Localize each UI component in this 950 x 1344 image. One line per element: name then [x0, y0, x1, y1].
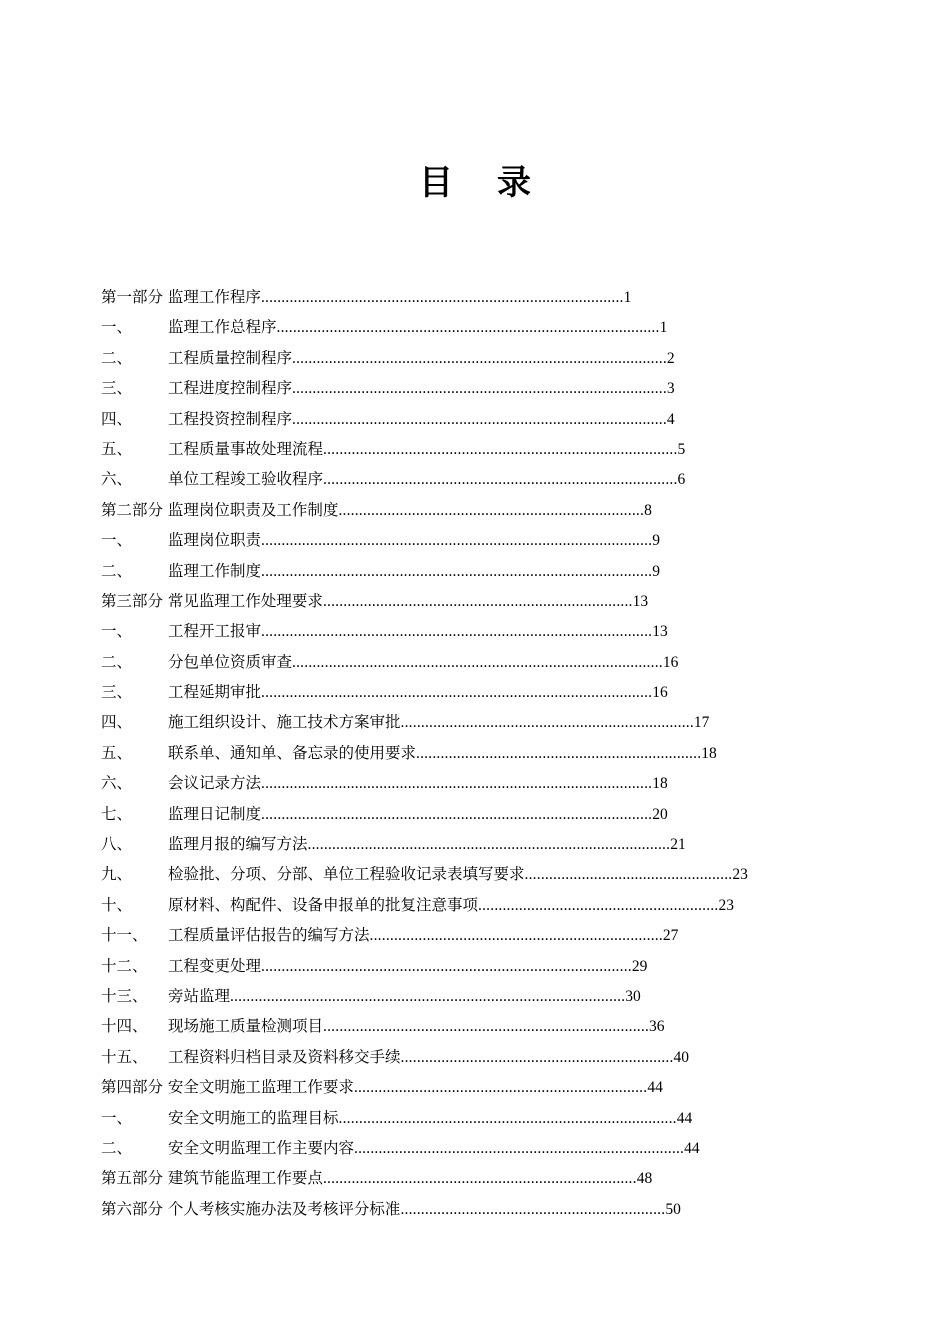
toc-entry-number: 五、	[101, 439, 133, 458]
toc-entry[interactable]	[101, 1042, 861, 1072]
toc-entry[interactable]	[101, 951, 861, 981]
toc-entry[interactable]	[101, 373, 861, 403]
toc-entry-number: 二、	[101, 348, 133, 367]
toc-entry-label: 工程质量控制程序	[168, 348, 293, 367]
toc-entry-text	[168, 404, 675, 435]
toc-entry-number: 十五、	[101, 1047, 148, 1066]
toc-entry[interactable]	[101, 799, 861, 829]
toc-entry-number: 一、	[101, 318, 133, 337]
page-title	[0, 155, 950, 204]
toc-page-number: 8	[644, 501, 652, 519]
toc-entry-label: 安全文明监理工作主要内容	[168, 1138, 355, 1157]
toc-entry-label: 第五部分 建筑节能监理工作要点	[101, 1169, 323, 1188]
toc-entry-text	[101, 282, 631, 313]
toc-entry-text	[168, 707, 709, 738]
toc-entry-text	[168, 373, 675, 404]
toc-entry-number: 十、	[101, 895, 133, 914]
toc-entry-text	[168, 859, 748, 890]
toc-entry-label: 工程投资控制程序	[168, 409, 293, 428]
toc-entry-label: 第一部分 监理工作程序	[101, 288, 261, 306]
toc-page-number: 5	[677, 440, 686, 458]
toc-page-number: 6	[677, 471, 686, 489]
toc-page-number: 16	[662, 653, 679, 671]
toc-page-number: 2	[666, 349, 675, 367]
toc-part-entry[interactable]	[101, 495, 861, 525]
toc-entry-number: 四、	[101, 713, 133, 732]
toc-entry-text	[101, 1163, 652, 1194]
toc-entry-label: 工程资料归档目录及资料移交手续	[168, 1047, 401, 1066]
toc-page-number: 16	[652, 684, 668, 702]
toc-entry-text	[168, 464, 685, 495]
toc-entry[interactable]	[101, 312, 861, 342]
toc-leader-dots: ...................................................................................	[338, 1109, 677, 1127]
toc-page-number: 1	[623, 289, 632, 306]
toc-leader-dots: ...................................................	[524, 866, 733, 884]
toc-entry[interactable]	[101, 647, 861, 677]
toc-entry[interactable]	[101, 738, 861, 768]
toc-entry-label: 旁站监理	[168, 986, 231, 1005]
toc-entry-number: 二、	[101, 1138, 133, 1157]
toc-leader-dots: ............................................................................................	[292, 380, 667, 398]
toc-entry[interactable]	[101, 677, 861, 707]
toc-entry-label: 工程变更处理	[168, 956, 262, 975]
toc-entry-text	[168, 1011, 665, 1042]
toc-entry-text	[168, 525, 660, 556]
toc-leader-dots: ...................................................................	[400, 1048, 674, 1066]
toc-leader-dots: ...........................................................................................	[292, 653, 663, 671]
toc-entry-text	[168, 981, 641, 1012]
toc-part-entry[interactable]	[101, 282, 861, 312]
toc-entry-label: 会议记录方法	[168, 774, 262, 793]
toc-entry-label: 安全文明施工的监理目标	[168, 1108, 339, 1127]
toc-entry-number: 六、	[101, 470, 133, 489]
toc-page-number: 48	[636, 1170, 653, 1188]
toc-entry[interactable]	[101, 404, 861, 434]
toc-entry-label: 检验批、分项、分部、单位工程验收记录表填写要求	[168, 865, 525, 884]
toc-entry-number: 二、	[101, 561, 133, 580]
toc-leader-dots: ................................................................................................	[261, 684, 653, 702]
toc-entry[interactable]	[101, 920, 861, 950]
title-char-1: 目	[419, 163, 453, 203]
toc-page-number: 44	[647, 1079, 663, 1097]
toc-entry-label: 监理日记制度	[168, 804, 262, 823]
toc-entry-text	[168, 647, 678, 678]
toc-entry-number: 三、	[101, 683, 133, 702]
toc-entry-label: 监理工作制度	[168, 561, 262, 580]
toc-entry-label: 工程延期审批	[168, 683, 262, 702]
toc-entry-label: 施工组织设计、施工技术方案审批	[168, 713, 401, 732]
toc-entry[interactable]	[101, 616, 861, 646]
toc-page-number: 29	[631, 957, 648, 975]
toc-entry-number: 五、	[101, 743, 133, 762]
toc-leader-dots: .............................................................................	[322, 1170, 637, 1188]
toc-entry-text	[168, 890, 734, 921]
toc-entry-text	[168, 434, 685, 465]
toc-leader-dots: ................................................................................................	[261, 562, 653, 580]
toc-leader-dots: .......................................................................................	[323, 440, 678, 458]
toc-entry-label: 监理岗位职责	[168, 531, 262, 550]
toc-entry[interactable]	[101, 525, 861, 555]
toc-entry-text	[101, 586, 648, 617]
toc-leader-dots: ..............................................................................................	[276, 319, 660, 337]
toc-entry[interactable]	[101, 556, 861, 586]
toc-entry-text	[168, 738, 717, 769]
toc-page-number: 13	[632, 592, 649, 610]
toc-entry-number: 四、	[101, 409, 133, 428]
toc-entry-text	[168, 951, 647, 982]
toc-leader-dots: .......................................................................................	[323, 471, 678, 489]
toc-entry[interactable]	[101, 829, 861, 859]
toc-entry-number: 二、	[101, 652, 133, 671]
toc-part-entry[interactable]	[101, 586, 861, 616]
toc-entry-label: 监理工作总程序	[168, 318, 277, 337]
toc-leader-dots: ........................................................................	[353, 1079, 648, 1097]
toc-entry-number: 九、	[101, 865, 133, 884]
toc-entry[interactable]	[101, 768, 861, 798]
toc-leader-dots: .................................................................	[400, 1200, 666, 1218]
toc-leader-dots: .........................................................................................	[260, 289, 624, 306]
toc-leader-dots: ........................................................................	[369, 927, 663, 945]
toc-entry-number: 六、	[101, 774, 133, 793]
toc-entry-label: 原材料、构配件、设备申报单的批复注意事项	[168, 895, 479, 914]
toc-entry-label: 工程质量评估报告的编写方法	[168, 926, 370, 945]
toc-page-number: 13	[652, 623, 668, 641]
toc-entry-number: 十二、	[101, 956, 148, 975]
toc-leader-dots: ................................................................................................	[261, 532, 653, 550]
toc-entry-text	[168, 1133, 700, 1164]
toc-entry-text	[101, 1194, 681, 1225]
toc-entry-number: 三、	[101, 379, 133, 398]
toc-entry-label: 工程质量事故处理流程	[168, 439, 324, 458]
toc-page-number: 4	[666, 410, 675, 428]
toc-leader-dots: ................................................................................................	[261, 623, 653, 641]
toc-entry[interactable]	[101, 859, 861, 889]
toc-entry-label: 第四部分 安全文明施工监理工作要求	[101, 1078, 354, 1097]
toc-entry-text	[168, 1103, 692, 1134]
toc-leader-dots: ............................................................................	[322, 592, 633, 610]
toc-entry-label: 监理月报的编写方法	[168, 835, 308, 854]
toc-entry-text	[168, 768, 668, 799]
toc-entry[interactable]	[101, 707, 861, 737]
toc-page-number: 9	[652, 562, 660, 580]
toc-entry-number: 十四、	[101, 1017, 148, 1036]
toc-page-number: 36	[649, 1018, 665, 1036]
toc-entry-text	[101, 1072, 663, 1103]
toc-leader-dots: ...........................................................................	[338, 501, 645, 519]
toc-entry-number: 十一、	[101, 926, 148, 945]
toc-entry-text	[168, 829, 686, 860]
toc-entry-number: 八、	[101, 835, 133, 854]
toc-leader-dots: ........................................................................	[400, 714, 694, 732]
toc-leader-dots: ............................................................................................	[292, 410, 667, 428]
toc-entry-text	[168, 799, 668, 830]
toc-leader-dots: ...........................................................	[478, 896, 719, 914]
toc-entry-number: 十三、	[101, 986, 148, 1005]
toc-page-number: 50	[665, 1200, 681, 1218]
toc-entry-label: 分包单位资质审查	[168, 652, 293, 671]
toc-entry-text	[168, 920, 678, 951]
toc-page-number: 23	[732, 866, 748, 884]
toc-page-number: 44	[684, 1139, 700, 1157]
toc-leader-dots: ...........................................................................................	[261, 957, 632, 975]
toc-entry-label: 工程开工报审	[168, 622, 262, 641]
toc-entry-text	[168, 556, 660, 587]
toc-part-entry[interactable]	[101, 1072, 861, 1102]
toc-entry-label: 第二部分 监理岗位职责及工作制度	[101, 500, 339, 519]
toc-leader-dots: .........................................................................................	[307, 836, 671, 854]
toc-entry-number: 一、	[101, 531, 133, 550]
toc-entry[interactable]	[101, 1011, 861, 1041]
toc-entry-text	[168, 343, 675, 374]
title-char-2: 录	[497, 163, 531, 203]
toc-entry-text	[168, 616, 668, 647]
toc-page-number: 3	[666, 380, 675, 398]
toc-leader-dots: ................................................................................................	[261, 775, 653, 793]
toc-leader-dots: .................................................................................	[354, 1139, 685, 1157]
toc-entry-label: 工程进度控制程序	[168, 379, 293, 398]
toc-page-number: 9	[652, 532, 660, 550]
toc-entry-label: 单位工程竣工验收程序	[168, 470, 324, 489]
toc-entry-text	[101, 495, 652, 526]
toc-entry[interactable]	[101, 464, 861, 494]
toc-entry[interactable]	[101, 981, 861, 1011]
toc-entry-text	[168, 312, 667, 343]
toc-entry-label: 现场施工质量检测项目	[168, 1017, 324, 1036]
toc-entry-text	[168, 1042, 689, 1073]
toc-entry-text	[168, 677, 668, 708]
toc-page-number: 18	[652, 775, 668, 793]
toc-part-entry[interactable]	[101, 1163, 861, 1193]
toc-page-number: 18	[701, 744, 717, 762]
toc-entry-number: 一、	[101, 1108, 133, 1127]
toc-part-entry[interactable]	[101, 1194, 861, 1224]
toc-page-number: 17	[693, 714, 710, 732]
toc-entry-label: 第三部分 常见监理工作处理要求	[101, 591, 323, 610]
toc-page-number: 20	[652, 805, 668, 823]
toc-page-number: 44	[676, 1109, 693, 1127]
toc-page-number: 40	[673, 1048, 690, 1066]
toc-page-number: 30	[625, 987, 641, 1005]
toc-page-number: 21	[670, 836, 686, 854]
table-of-contents	[101, 282, 861, 1224]
toc-leader-dots: ............................................................................................	[292, 349, 667, 367]
toc-page-number: 23	[718, 896, 734, 914]
toc-leader-dots: ................................................................................	[323, 1018, 650, 1036]
toc-leader-dots: .................................................................................................	[230, 987, 626, 1005]
toc-entry-label: 联系单、通知单、备忘录的使用要求	[168, 743, 417, 762]
toc-entry[interactable]	[101, 343, 861, 373]
toc-entry[interactable]	[101, 890, 861, 920]
toc-leader-dots: ......................................................................	[416, 744, 702, 762]
toc-page-number: 1	[659, 319, 668, 337]
toc-entry-label: 第六部分 个人考核实施办法及考核评分标准	[101, 1199, 401, 1218]
toc-entry[interactable]	[101, 1133, 861, 1163]
toc-entry[interactable]	[101, 434, 861, 464]
toc-leader-dots: ................................................................................................	[261, 805, 653, 823]
toc-entry-number: 一、	[101, 622, 133, 641]
toc-page-number: 27	[662, 927, 679, 945]
toc-entry[interactable]	[101, 1103, 861, 1133]
toc-entry-number: 七、	[101, 804, 133, 823]
